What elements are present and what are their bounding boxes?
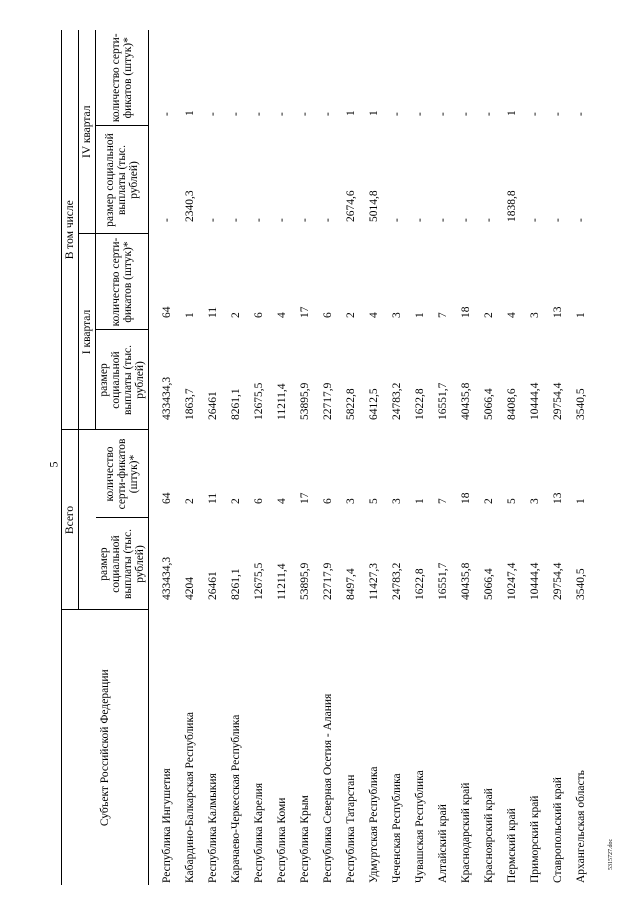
total-amount-cell: 3540,5 (574, 568, 587, 600)
header-q1-count: количество серти-фикатов (штук)* (96, 234, 149, 330)
q4-amount-cell: - (275, 218, 288, 222)
total-count-cell: 64 (160, 492, 173, 504)
q4-count-cell: - (229, 112, 242, 116)
q4-amount-cell: - (436, 218, 449, 222)
table-row (293, 30, 316, 885)
q1-amount-cell: 12675,5 (252, 382, 265, 420)
region-name-cell: Красноярский край (482, 788, 495, 883)
total-count-cell: 13 (551, 492, 564, 504)
q1-count-cell: 6 (252, 312, 265, 318)
q4-count-cell: 1 (344, 110, 357, 116)
q4-amount-cell: - (528, 218, 541, 222)
q4-amount-cell: - (252, 218, 265, 222)
q1-amount-cell: 16551,7 (436, 382, 449, 420)
total-amount-cell: 8497,4 (344, 568, 357, 600)
q1-amount-cell: 24783,2 (390, 382, 403, 420)
table-row (270, 30, 293, 885)
q1-count-cell: 1 (413, 312, 426, 318)
q4-count-cell: - (321, 112, 334, 116)
q1-amount-cell: 8261,1 (229, 388, 242, 420)
q1-count-cell: 18 (459, 306, 472, 318)
total-amount-cell: 11427,3 (367, 563, 380, 600)
q4-amount-cell: - (551, 218, 564, 222)
region-name-cell: Республика Ингушетия (160, 768, 173, 883)
q4-amount-cell: - (229, 218, 242, 222)
table-row (523, 30, 546, 885)
total-count-cell: 1 (574, 498, 587, 504)
q4-count-cell: - (528, 112, 541, 116)
table-row (569, 30, 592, 885)
region-name-cell: Удмуртская Республика (367, 766, 380, 883)
q1-count-cell: 11 (206, 306, 219, 318)
table-row (362, 30, 385, 885)
q1-amount-cell: 6412,5 (367, 388, 380, 420)
q1-count-cell: 2 (229, 312, 242, 318)
q1-amount-cell: 3540,5 (574, 388, 587, 420)
q1-count-cell: 6 (321, 312, 334, 318)
q4-amount-cell: 1838,8 (505, 190, 518, 222)
q1-count-cell: 2 (482, 312, 495, 318)
total-count-cell: 7 (436, 498, 449, 504)
q4-amount-cell: 2340,3 (183, 190, 196, 222)
total-amount-cell: 53895,9 (298, 562, 311, 600)
region-name-cell: Краснодарский край (459, 782, 472, 883)
q4-amount-cell: - (321, 218, 334, 222)
q1-count-cell: 1 (183, 312, 196, 318)
q4-count-cell: - (482, 112, 495, 116)
total-amount-cell: 12675,5 (252, 562, 265, 600)
total-amount-cell: 26461 (206, 571, 219, 600)
q1-amount-cell: 5066,4 (482, 388, 495, 420)
total-amount-cell: 8261,1 (229, 568, 242, 600)
header-total: Всего (62, 430, 79, 610)
region-name-cell: Карачаево-Черкесская Республика (229, 714, 242, 883)
region-name-cell: Республика Коми (275, 797, 288, 883)
q4-count-cell: - (275, 112, 288, 116)
q1-amount-cell: 433434,3 (160, 376, 173, 420)
header-total-amount: размер социальной выплаты (тыс. рублей) (96, 518, 149, 610)
q4-count-cell: - (206, 112, 219, 116)
q1-count-cell: 3 (528, 312, 541, 318)
q4-count-cell: - (413, 112, 426, 116)
q1-amount-cell: 22717,9 (321, 382, 334, 420)
total-count-cell: 5 (367, 498, 380, 504)
total-count-cell: 4 (275, 498, 288, 504)
header-total-count: количество серти-фикатов (штук)* (96, 430, 149, 518)
total-amount-cell: 4204 (183, 577, 196, 600)
q1-count-cell: 13 (551, 306, 564, 318)
region-name-cell: Архангельская область (574, 770, 587, 883)
q4-count-cell: 1 (505, 110, 518, 116)
q1-count-cell: 1 (574, 312, 587, 318)
q1-count-cell: 4 (367, 312, 380, 318)
table-row (247, 30, 270, 885)
total-count-cell: 2 (482, 498, 495, 504)
table-row (385, 30, 408, 885)
total-count-cell: 3 (344, 498, 357, 504)
header-q1: I квартал (79, 234, 96, 430)
total-amount-cell: 11211,4 (275, 563, 288, 600)
total-count-cell: 1 (413, 498, 426, 504)
total-amount-cell: 29754,4 (551, 562, 564, 600)
q1-amount-cell: 5822,8 (344, 388, 357, 420)
footer-filename: 5315727.doc (608, 838, 614, 870)
q4-amount-cell: - (413, 218, 426, 222)
total-amount-cell: 1622,8 (413, 568, 426, 600)
table-row (477, 30, 500, 885)
q4-count-cell: - (390, 112, 403, 116)
table-row (224, 30, 247, 885)
table-row (431, 30, 454, 885)
q4-amount-cell: - (482, 218, 495, 222)
table-row (149, 30, 179, 885)
q1-amount-cell: 53895,9 (298, 382, 311, 420)
total-amount-cell: 40435,8 (459, 562, 472, 600)
q1-count-cell: 2 (344, 312, 357, 318)
q4-count-cell: 1 (183, 110, 196, 116)
total-amount-cell: 16551,7 (436, 562, 449, 600)
q1-amount-cell: 26461 (206, 391, 219, 420)
total-count-cell: 6 (321, 498, 334, 504)
header-q4: IV квартал (79, 30, 96, 234)
table-row (316, 30, 339, 885)
q4-count-cell: - (298, 112, 311, 116)
total-count-cell: 11 (206, 492, 219, 504)
table-header (62, 30, 149, 885)
q4-amount-cell: - (206, 218, 219, 222)
region-name-cell: Чеченская Республика (390, 773, 403, 883)
q1-amount-cell: 10444,4 (528, 382, 541, 420)
q4-amount-cell: - (160, 218, 173, 222)
total-count-cell: 2 (183, 498, 196, 504)
header-q4-count: количество серти-фикатов (штук)* (96, 30, 149, 126)
total-count-cell: 5 (505, 498, 518, 504)
page-number: 5 (46, 461, 61, 468)
q1-count-cell: 17 (298, 306, 311, 318)
table-row (408, 30, 431, 885)
q4-amount-cell: - (390, 218, 403, 222)
region-name-cell: Чувашская Республика (413, 770, 426, 883)
document-page (61, 30, 616, 885)
q4-amount-cell: 5014,8 (367, 190, 380, 222)
table-row (500, 30, 523, 885)
q4-count-cell: - (459, 112, 472, 116)
q1-amount-cell: 8408,6 (505, 388, 518, 420)
q4-count-cell: - (160, 112, 173, 116)
region-name-cell: Кабардино-Балкарская Республика (183, 712, 196, 883)
q1-count-cell: 4 (505, 312, 518, 318)
region-name-cell: Республика Калмыкия (206, 773, 219, 883)
region-name-cell: Республика Татарстан (344, 774, 357, 883)
q4-count-cell: - (574, 112, 587, 116)
table-row (454, 30, 477, 885)
q1-count-cell: 7 (436, 312, 449, 318)
total-count-cell: 18 (459, 492, 472, 504)
region-name-cell: Республика Карелия (252, 782, 265, 883)
q4-count-cell: 1 (367, 110, 380, 116)
q4-amount-cell: - (574, 218, 587, 222)
total-amount-cell: 22717,9 (321, 562, 334, 600)
q1-amount-cell: 29754,4 (551, 382, 564, 420)
q1-count-cell: 4 (275, 312, 288, 318)
header-q1-amount: размер социальной выплаты (тыс. рублей) (96, 330, 149, 430)
q1-amount-cell: 1863,7 (183, 388, 196, 420)
total-count-cell: 2 (229, 498, 242, 504)
total-amount-cell: 24783,2 (390, 562, 403, 600)
total-count-cell: 6 (252, 498, 265, 504)
table-row (546, 30, 569, 885)
q1-amount-cell: 40435,8 (459, 382, 472, 420)
q4-amount-cell: - (298, 218, 311, 222)
q4-amount-cell: - (459, 218, 472, 222)
total-amount-cell: 10444,4 (528, 562, 541, 600)
q1-count-cell: 64 (160, 306, 173, 318)
table-row (339, 30, 362, 885)
total-count-cell: 17 (298, 492, 311, 504)
total-amount-cell: 433434,3 (160, 556, 173, 600)
region-name-cell: Республика Северная Осетия - Алания (321, 693, 334, 883)
q1-amount-cell: 1622,8 (413, 388, 426, 420)
total-count-cell: 3 (390, 498, 403, 504)
table-body (149, 30, 593, 885)
q4-count-cell: - (252, 112, 265, 116)
region-name-cell: Пермский край (505, 808, 518, 883)
table-row (178, 30, 201, 885)
q4-count-cell: - (436, 112, 449, 116)
header-q4-amount: размер социальной выплаты (тыс. рублей) (96, 126, 149, 234)
header-total-spacer (79, 430, 96, 610)
total-amount-cell: 5066,4 (482, 568, 495, 600)
total-count-cell: 3 (528, 498, 541, 504)
q1-amount-cell: 11211,4 (275, 383, 288, 420)
region-name-cell: Алтайский край (436, 804, 449, 883)
q1-count-cell: 3 (390, 312, 403, 318)
data-table (61, 30, 592, 885)
table-row (201, 30, 224, 885)
q4-count-cell: - (551, 112, 564, 116)
q4-amount-cell: 2674,6 (344, 190, 357, 222)
region-name-cell: Республика Крым (298, 795, 311, 883)
region-name-cell: Приморский край (528, 795, 541, 883)
total-amount-cell: 10247,4 (505, 562, 518, 600)
header-subject: Субъект Российской Федерации (62, 610, 149, 885)
region-name-cell: Ставропольский край (551, 777, 564, 883)
header-including: В том числе (62, 30, 79, 430)
